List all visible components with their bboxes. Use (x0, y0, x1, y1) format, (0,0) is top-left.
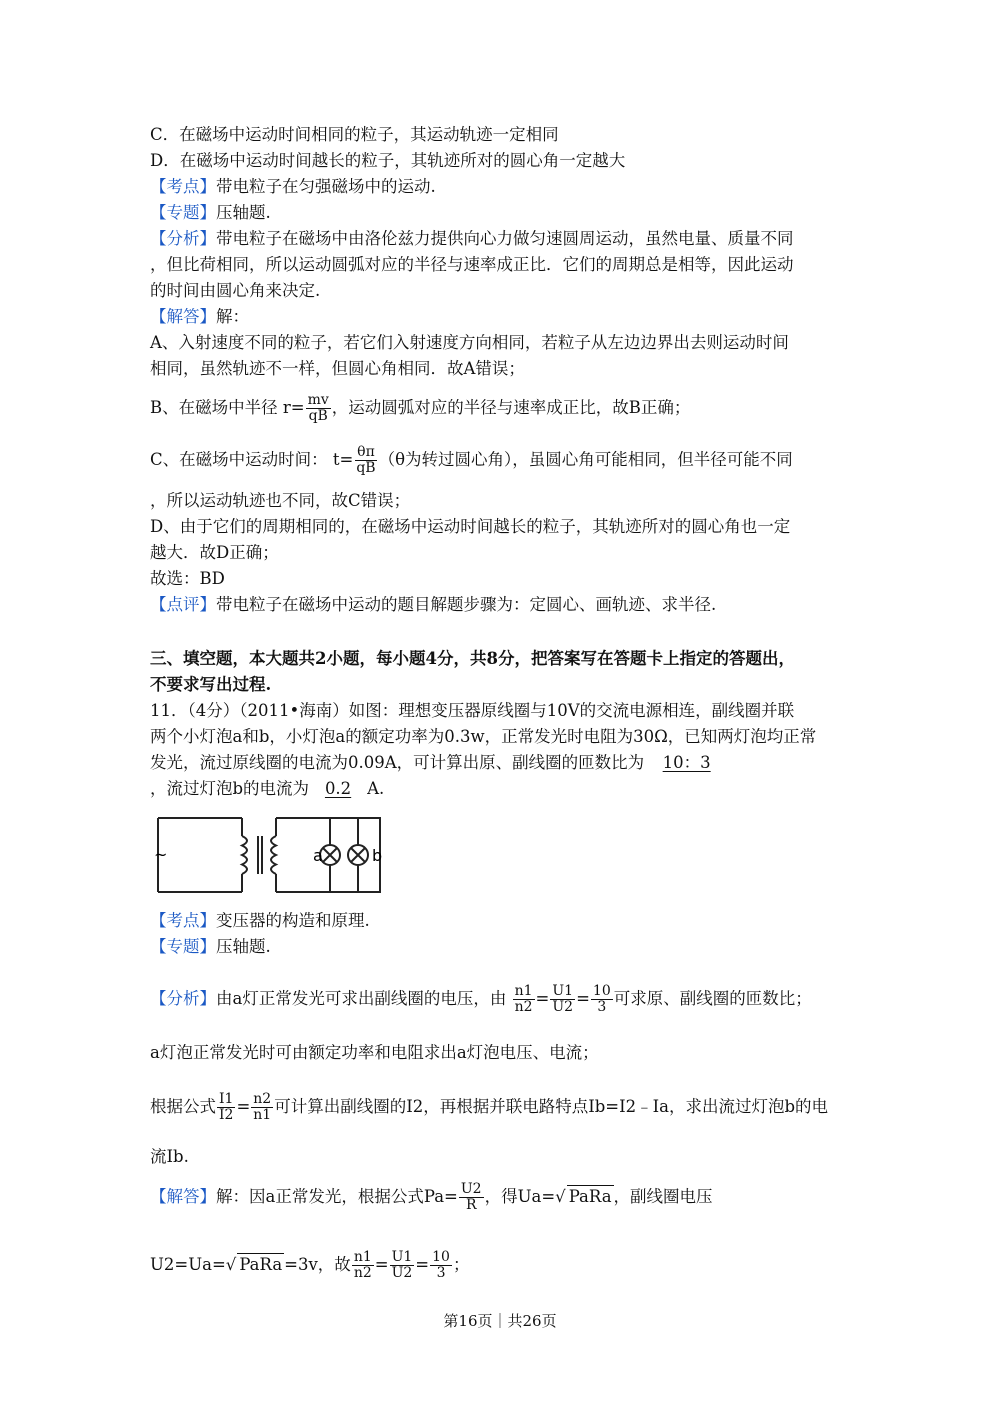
q11-fenxi-line-3: 根据公式 $\frac{I1}{I2}$ = $\frac{n2}{n1}$ 可计算出副线圈的I2，再根据并联电路特点Ib=I2﹣Ia，求出流过灯泡b的电 (150, 1091, 829, 1123)
q11-final-pre: U2=Ua= (150, 1255, 226, 1274)
answer-d-line-1: D、由于它们的周期相同的，在磁场中运动时间越长的粒子，其轨迹所对的圆心角也一定 (150, 517, 791, 536)
radius-symbol: r= (282, 398, 305, 417)
q11-jieda-mid: ，得Ua= (484, 1187, 556, 1206)
q11-line-4 (150, 778, 384, 800)
q11-line-4-post: A. (367, 779, 385, 798)
lamp-branches (330, 818, 358, 892)
answer-c-pre: C、在磁场中运动时间： (150, 450, 328, 469)
primary-coil (242, 836, 247, 874)
n1-bottom: n1 (253, 1107, 272, 1123)
kaodian-line (150, 176, 436, 198)
lamp-a-label: a (313, 846, 323, 865)
q11-kaodian-line (150, 910, 370, 932)
secondary-wire (276, 818, 383, 892)
q11-final-mid: =3v，故 (284, 1255, 351, 1274)
q11-fenxi-line-3-mid: 可计算出副线圈的I2，再根据并联电路特点Ib=I2﹣Ia，求出流过灯泡b的电 (274, 1097, 829, 1116)
zhuanti-text: 压轴题. (216, 203, 271, 222)
answer-d-line-2: 越大．故D正确； (150, 543, 279, 562)
u1: U1 (552, 983, 574, 999)
resistance: R (465, 1197, 477, 1213)
dianping-tag: 【点评】 (150, 595, 216, 614)
zhuanti-line (150, 202, 271, 224)
ratio-value-fraction (591, 984, 613, 1015)
answer-a-line-1: A、入射速度不同的粒子，若它们入射速度方向相同，若粒子从左边边界出去则运动时间 (150, 333, 789, 352)
option-d: D．在磁场中运动时间越长的粒子，其轨迹所对的圆心角一定越大 (150, 151, 626, 170)
sqrt-pa-ra-2: PaRa (239, 1255, 283, 1274)
u2: U2 (552, 999, 574, 1015)
choose-line: 故选：BD (150, 569, 225, 588)
q11-jieda-pre: 解：因a正常发光，根据公式Pa= (216, 1187, 458, 1206)
q11-zhuanti-line (150, 936, 271, 958)
ratio-n-fraction (513, 984, 535, 1015)
final-den: 3 (436, 1265, 446, 1281)
transformer-core (258, 836, 262, 874)
radius-fraction (306, 393, 331, 424)
jieda-text: 解： (216, 307, 249, 326)
radius-denominator: qB (308, 408, 328, 424)
q11-final-line: U2=Ua=√ PaRa =3v，故 $\frac{n1}{n2}$ = $\frac{U1}{U2}$ = $\frac{10}{3}$ ； (150, 1249, 470, 1281)
power-fraction (459, 1182, 484, 1213)
equals-1: = (374, 1255, 389, 1274)
q11-fenxi-line-4: 流Ib. (150, 1147, 189, 1166)
i1: I1 (219, 1091, 234, 1107)
turns-fraction (251, 1092, 273, 1123)
dianping-text: 带电粒子在磁场中运动的题目解题步骤为：定圆心、画轨迹、求半径. (216, 595, 717, 614)
kaodian-text: 带电粒子在匀强磁场中的运动. (216, 177, 436, 196)
q11-fenxi-line-2: a灯泡正常发光时可由额定功率和电阻求出a灯泡电压、电流； (150, 1043, 599, 1062)
answer-blank-2: 0.2 (324, 779, 352, 798)
ratio-u-fraction (550, 984, 575, 1015)
zhuanti-tag: 【专题】 (150, 203, 216, 222)
fenxi-line-1 (150, 228, 794, 250)
section-title-2: 不要求写出过程. (150, 675, 272, 694)
answer-b-post: ，运动圆弧对应的半径与速率成正比，故B正确； (331, 398, 691, 417)
q11-line-3 (150, 752, 729, 774)
q11-jieda-tag: 【解答】 (150, 1187, 216, 1206)
n1: n1 (514, 983, 533, 999)
dianping-line (150, 594, 716, 616)
fenxi-text-1: 带电粒子在磁场中由洛伦兹力提供向心力做匀速圆周运动，虽然电量、质量不同 (216, 229, 794, 248)
q11-kaodian-tag: 【考点】 (150, 911, 216, 930)
n2-top: n2 (253, 1091, 272, 1107)
ac-source-icon: ~ (154, 845, 168, 864)
answer-b-pre: B、在磁场中半径 (150, 398, 278, 417)
q11-jieda-post: ，副线圈电压 (613, 1187, 713, 1206)
q11-jieda-line: 【解答】解：因a正常发光，根据公式Pa= $\frac{U2}{R}$ ，得Ua=√ PaRa ，副线圈电压 (150, 1181, 713, 1213)
q11-line-1: 11．（4分）（2011•海南）如图：理想变压器原线圈与10V的交流电源相连，副线圈并联 (150, 701, 795, 720)
answer-blank-1: 10：3 (662, 753, 711, 772)
q11-line-2: 两个小灯泡a和b，小灯泡a的额定功率为0.3w，正常发光时电阻为30Ω，已知两灯泡均正常 (150, 727, 817, 746)
i2: I2 (219, 1107, 234, 1123)
final-value-fraction (430, 1250, 452, 1281)
fenxi-line-3: 的时间由圆心角来决定. (150, 281, 321, 300)
time-symbol: t= (332, 450, 354, 469)
n2: n2 (514, 999, 533, 1015)
lamp-b-label: b (372, 846, 383, 865)
current-fraction (217, 1092, 235, 1123)
answer-c-line-2: ，所以运动轨迹也不同，故C错误； (150, 491, 411, 510)
q11-line-4-text: ，流过灯泡b的电流为 (150, 779, 310, 798)
q11-fenxi-post: 可求原、副线圈的匝数比； (613, 989, 812, 1008)
q11-zhuanti-tag: 【专题】 (150, 937, 216, 956)
answer-c-post: （θ为转过圆心角），虽圆心角可能相同，但半径可能不同 (378, 450, 793, 469)
q11-kaodian-text: 变压器的构造和原理. (216, 911, 370, 930)
kaodian-tag: 【考点】 (150, 177, 216, 196)
primary-wire (158, 818, 242, 892)
equals-2: = (415, 1255, 430, 1274)
page-footer: 第16页｜共26页 (443, 1312, 557, 1330)
answer-b-line (150, 393, 690, 424)
radius-numerator: mv (307, 392, 329, 408)
final-u-fraction (390, 1250, 415, 1281)
fenxi-line-2: ，但比荷相同，所以运动圆弧对应的半径与速率成正比．它们的周期总是相等，因此运动 (150, 255, 794, 274)
secondary-coil (271, 836, 276, 874)
final-n1: n1 (353, 1249, 372, 1265)
q11-line-3-text: 发光，流过原线圈的电流为0.09A，可计算出原、副线圈的匝数比为 (150, 753, 645, 772)
q11-zhuanti-text: 压轴题. (216, 937, 271, 956)
jieda-tag: 【解答】 (150, 307, 216, 326)
final-u2: U2 (391, 1265, 413, 1281)
fenxi-tag: 【分析】 (150, 229, 216, 248)
u-squared: U2 (460, 1181, 482, 1197)
answer-c-line (150, 445, 793, 476)
ratio-num: 10 (592, 983, 611, 999)
section-title-1: 三、填空题，本大题共2小题，每小题4分，共8分，把答案写在答题卡上指定的答题出， (150, 649, 795, 668)
sqrt-pa-ra: PaRa (568, 1187, 612, 1206)
q11-fenxi-pre: 由a灯正常发光可求出副线圈的电压，由 (216, 989, 507, 1008)
time-numerator: θπ (357, 444, 375, 460)
option-c: C．在磁场中运动时间相同的粒子，其运动轨迹一定相同 (150, 125, 559, 144)
final-n2: n2 (353, 1265, 372, 1281)
q11-fenxi-line-3-pre: 根据公式 (150, 1097, 216, 1116)
answer-a-line-2: 相同，虽然轨迹不一样，但圆心角相同．故A错误； (150, 359, 525, 378)
transformer-circuit-figure (150, 808, 390, 900)
jieda-line (150, 306, 249, 328)
final-num: 10 (432, 1249, 450, 1265)
q11-fenxi-line-1: 【分析】由a灯正常发光可求出副线圈的电压，由 $\frac{n1}{n2}$ = $\frac{U1}{U2}$ = $\frac{10}{3}$ 可求原、副线圈的匝数比； (150, 983, 812, 1015)
ratio-den: 3 (597, 999, 607, 1015)
final-u1: U1 (391, 1249, 413, 1265)
time-denominator: qB (356, 460, 376, 476)
q11-fenxi-tag: 【分析】 (150, 989, 216, 1008)
time-fraction (354, 445, 377, 476)
final-n-fraction (352, 1250, 374, 1281)
